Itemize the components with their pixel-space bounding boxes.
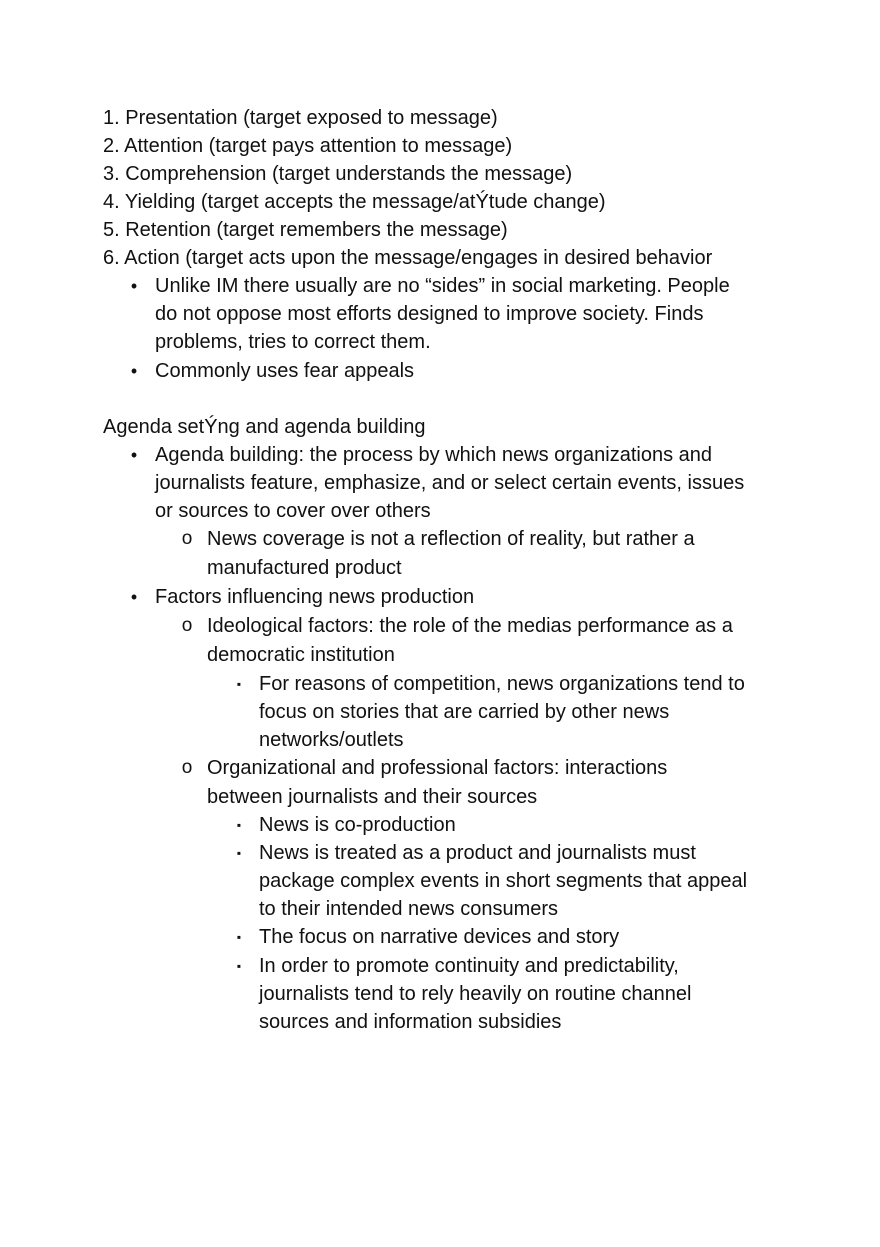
sub-bullet-line: Ideological factors: the role of the medias performance as a: [207, 615, 733, 637]
square-bullet-line: package complex events in short segments that appeal: [259, 870, 748, 892]
numbered-item: 2. Attention (target pays attention to message): [103, 135, 513, 157]
circle-marker: o: [181, 757, 193, 778]
section-heading: Agenda setÝng and agenda building: [103, 416, 426, 438]
bullet-marker: •: [130, 276, 138, 296]
square-marker: ▪: [236, 930, 242, 944]
bullet-line: do not oppose most efforts designed to improve society. Finds: [155, 303, 704, 325]
bullet-marker: •: [130, 361, 138, 381]
square-bullet-line: The focus on narrative devices and story: [259, 926, 620, 948]
circle-marker: o: [181, 528, 193, 549]
bullet-line: Commonly uses fear appeals: [155, 360, 415, 382]
square-bullet-line: For reasons of competition, news organizations tend to: [259, 673, 745, 695]
bullet-line: Agenda building: the process by which news organizations and: [155, 444, 713, 466]
bullet-line: or sources to cover over others: [155, 500, 431, 522]
square-bullet-line: networks/outlets: [259, 729, 404, 751]
square-marker: ▪: [236, 959, 242, 973]
square-bullet-line: to their intended news consumers: [259, 898, 559, 920]
bullet-line: Unlike IM there usually are no “sides” in social marketing. People: [155, 275, 730, 297]
circle-marker: o: [181, 615, 193, 636]
bullet-marker: •: [130, 445, 138, 465]
numbered-item: 6. Action (target acts upon the message/engages in desired behavior: [103, 247, 713, 269]
sub-bullet-line: manufactured product: [207, 557, 402, 579]
square-marker: ▪: [236, 846, 242, 860]
sub-bullet-line: between journalists and their sources: [207, 786, 538, 808]
numbered-item: 1. Presentation (target exposed to message): [103, 107, 498, 129]
bullet-marker: •: [130, 587, 138, 607]
bullet-line: Factors influencing news production: [155, 586, 475, 608]
square-bullet-line: News is treated as a product and journalists must: [259, 842, 696, 864]
square-bullet-line: focus on stories that are carried by other news: [259, 701, 670, 723]
square-bullet-line: In order to promote continuity and predictability,: [259, 955, 679, 977]
numbered-item: 3. Comprehension (target understands the message): [103, 163, 573, 185]
square-bullet-line: News is co-production: [259, 814, 456, 836]
numbered-item: 5. Retention (target remembers the message): [103, 219, 508, 241]
square-marker: ▪: [236, 677, 242, 691]
square-marker: ▪: [236, 818, 242, 832]
bullet-line: journalists feature, emphasize, and or select certain events, issues: [155, 472, 745, 494]
bullet-line: problems, tries to correct them.: [155, 331, 431, 353]
sub-bullet-line: Organizational and professional factors: interactions: [207, 757, 668, 779]
sub-bullet-line: democratic institution: [207, 644, 395, 666]
sub-bullet-line: News coverage is not a reflection of reality, but rather a: [207, 528, 695, 550]
numbered-item: 4. Yielding (target accepts the message/atÝtude change): [103, 191, 606, 213]
square-bullet-line: sources and information subsidies: [259, 1011, 562, 1033]
square-bullet-line: journalists tend to rely heavily on routine channel: [259, 983, 692, 1005]
